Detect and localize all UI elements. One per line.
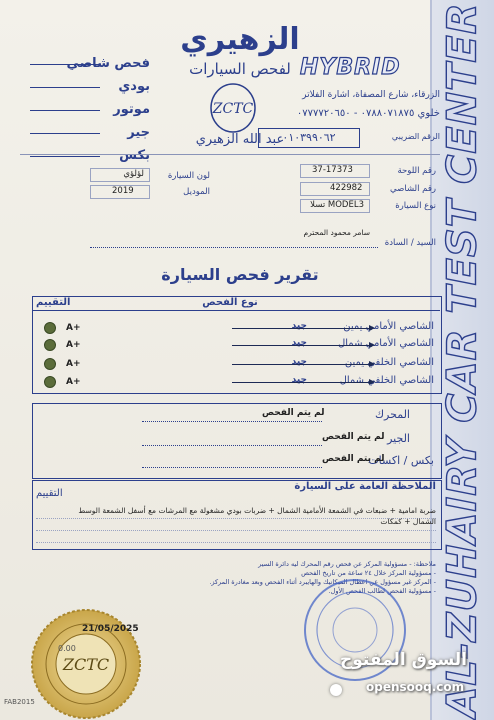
stamp-date: 21/05/2025 <box>82 624 139 634</box>
services-list <box>30 52 150 167</box>
color-label: لون السيارة <box>167 171 210 181</box>
dotted-line <box>142 421 322 422</box>
svg-text:ZCTC: ZCTC <box>62 655 110 674</box>
center-subtitle: لفحص السيارات <box>189 60 291 78</box>
chassis-part-label: الشاصي الخلفي شمال <box>339 375 434 386</box>
tax-number-label: الرقم الضريبي <box>391 132 440 141</box>
dotted-line <box>142 467 322 468</box>
header-divider <box>20 154 440 155</box>
rating-dot-icon <box>44 322 56 334</box>
tax-number-box: ٠١٠٣٩٩٠٦٢ <box>258 128 360 148</box>
watermark-arabic: السوق المفتوح <box>340 650 467 670</box>
axles-value: لم يتم الفحص <box>322 454 385 464</box>
notes-line <box>36 542 436 543</box>
customer-line <box>90 247 378 248</box>
mechanical-row <box>32 452 440 472</box>
hybrid-brand: HYBRID <box>300 55 401 80</box>
grade-value: A+ <box>66 340 81 350</box>
service-item: بودي <box>30 75 150 98</box>
rating-header: التقييم <box>36 297 71 308</box>
chassis-part-value: جيد <box>291 375 307 385</box>
dotted-line <box>142 445 322 446</box>
report-title: تقرير فحص السيارة <box>161 265 319 284</box>
chassis-part-label: الشاصي الخلفي يمين <box>344 357 434 368</box>
phone-line: خلوي ٠٧٨٨٠٧١٨٧٥ - ٠٧٧٧٧٢٠٦٥٠ <box>296 108 440 119</box>
gear-value: لم يتم الفحص <box>322 432 385 442</box>
chassis-label: رقم الشاصي <box>390 184 436 194</box>
form-code: FAB2015 <box>4 698 35 706</box>
table-row <box>32 374 440 390</box>
table-row <box>32 337 440 353</box>
rating-dot-icon <box>44 339 56 351</box>
plate-value: 37-17373 <box>312 165 353 175</box>
table-row <box>32 356 440 372</box>
general-notes-title: الملاحظة العامة على السيارة <box>294 481 436 492</box>
general-notes-text: ضربة امامية + ضبعات في الشمعة الأمامية الشمال + ضربات بودي مشغولة مع المرشات مع أسفل الشمعة الوسط الشمال + كمكات <box>78 506 436 526</box>
chassis-part-value: جيد <box>291 338 307 348</box>
chassis-value: 422982 <box>330 183 363 193</box>
mechanical-row <box>32 430 440 450</box>
engine-value: لم يتم الفحص <box>262 408 325 418</box>
grade-value: A+ <box>66 377 81 387</box>
gear-label: الجير <box>387 432 410 445</box>
color-value: لؤلؤي <box>123 169 144 179</box>
center-name-title: الزهيري <box>180 22 300 57</box>
grade-value: A+ <box>66 323 81 333</box>
stamp-amount: 0.00 <box>58 644 76 653</box>
rating-dot-icon <box>44 376 56 388</box>
service-item: جير <box>30 121 150 144</box>
general-rating-label: التقييم <box>36 488 63 499</box>
watermark-latin: opensooq.com <box>366 680 465 694</box>
table-row <box>32 320 440 336</box>
customer-value: سامر محمود المحترم <box>303 228 370 237</box>
side-banner-text: AL-ZUHAIRY CAR TEST CENTER <box>440 2 487 718</box>
center-logo-icon <box>207 82 259 134</box>
customer-label: السيد / السادة <box>384 238 436 248</box>
axles-label: بكس / اكسات <box>368 454 434 467</box>
chassis-part-value: جيد <box>291 321 307 331</box>
owner-name: عبد الله الزهيري <box>195 132 285 147</box>
chassis-part-label: الشاصي الأمامي يمين <box>343 321 434 332</box>
plate-label: رقم اللوحة <box>397 166 436 176</box>
type-label: نوع السيارة <box>395 201 436 211</box>
logo-text: ZCTC <box>212 101 254 117</box>
notes-line <box>36 530 436 531</box>
service-item: فحص شاصي <box>30 52 150 75</box>
service-item: بكس <box>30 144 150 167</box>
service-item: موتور <box>30 98 150 121</box>
address-line: الزرقاء، شارع المصفاة، اشارة الفلاتر <box>302 90 440 100</box>
footer-notes: ملاحظة: - مسؤولية المركز عن فحص رقم المحرك ليه دائرة السير - مسؤولية المركز خلال ٢٤ ساعة من تاريخ الفحص - المركز غير مسؤول عن اعطال الميكانيك والهايبرد أثناء الفحص وبعد مغادرة المركز. - مسؤولية الفحص لطالب الفحص الأول. <box>209 560 436 595</box>
chassis-part-value: جيد <box>291 357 307 367</box>
model-label: الموديل <box>183 187 210 197</box>
mechanical-row <box>32 406 440 426</box>
type-header: نوع الفحص <box>202 297 258 308</box>
watermark-logo-icon <box>330 684 342 696</box>
engine-label: المحرك <box>374 408 410 421</box>
model-value: 2019 <box>112 186 134 196</box>
rating-dot-icon <box>44 358 56 370</box>
grade-value: A+ <box>66 359 81 369</box>
chassis-part-label: الشاصي الأمامي شمال <box>337 338 434 349</box>
type-value: MODEL3 تسلا <box>310 200 364 210</box>
